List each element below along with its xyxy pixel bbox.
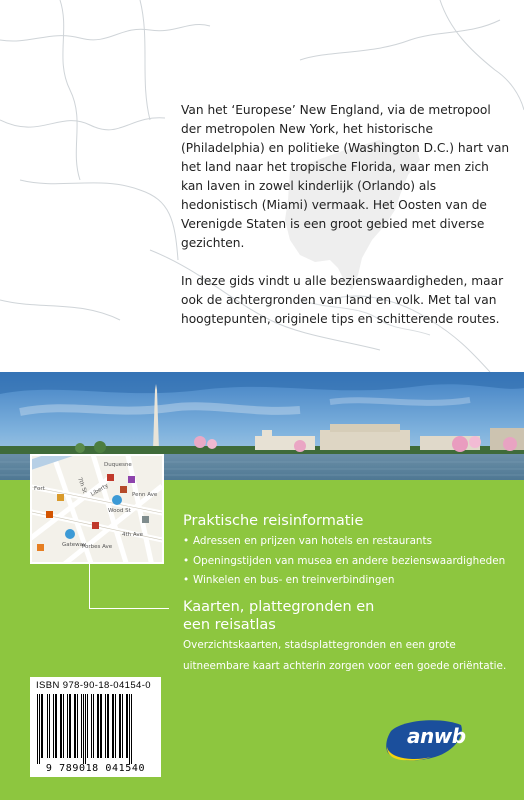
top-section: [0, 0, 524, 372]
green-info-panel: [0, 462, 524, 800]
maps-description: Overzichtskaarten, stadsplattegronden en een grote uitneembare kaart achterin zorgen voor een goede oriëntatie.: [183, 639, 507, 672]
city-map-inset: [30, 454, 164, 564]
decorative-line: [89, 608, 169, 609]
feature-bullet: • Openingstijden van musea en andere bezienswaardigheden: [183, 554, 506, 567]
svg-text:Liberty: Liberty: [90, 482, 110, 498]
section-title-maps: Kaarten, plattegronden en een reisatlas: [183, 599, 375, 633]
description-paragraph-1: Van het ‘Europese’ New England, via de metropool der metropolen New York, het historische (Philadelphia) en politieke (Washington D.C.) hart van het land naar het tropische Florida, waar men zich kan laven in zowel kinderlijk (Orlando) als hedonistisch (Miami) vermaak. Het Oosten van de Verenigde Staten is een groot gebied met diverse gezichten.: [181, 103, 510, 250]
feature-bullet: • Adressen en prijzen van hotels en restaurants: [183, 535, 433, 547]
decorative-line: [89, 562, 90, 608]
svg-text:Fort: Fort: [34, 486, 45, 492]
svg-text:Duquesne: Duquesne: [104, 462, 132, 468]
svg-text:Penn Ave: Penn Ave: [132, 492, 158, 498]
anwb-logo: [385, 717, 467, 763]
svg-text:Gateway: Gateway: [62, 542, 87, 548]
feature-bullet: • Winkelen en bus- en treinverbindingen: [183, 574, 395, 586]
svg-text:Wood St: Wood St: [108, 508, 131, 514]
feature-bullet-list: [183, 532, 523, 591]
barcode-number: 9 789018 041540: [45, 763, 146, 774]
section-title-practical-info: Praktische reisinformatie: [183, 513, 364, 529]
anwb-logo-text: anwb: [407, 724, 466, 748]
isbn-barcode: [30, 677, 161, 777]
barcode-bars: [33, 694, 158, 766]
svg-text:7th St: 7th St: [76, 476, 88, 495]
description-text: [181, 101, 511, 329]
svg-text:Forbes Ave: Forbes Ave: [82, 544, 113, 550]
svg-text:4th Ave: 4th Ave: [122, 532, 143, 538]
isbn-label: ISBN 978-90-18-04154-0: [36, 680, 151, 691]
description-paragraph-2: In deze gids vindt u alle bezienswaardigheden, maar ook de achtergronden van land en volk. Met tal van hoogtepunten, originele tips en schitterende routes.: [181, 274, 504, 326]
